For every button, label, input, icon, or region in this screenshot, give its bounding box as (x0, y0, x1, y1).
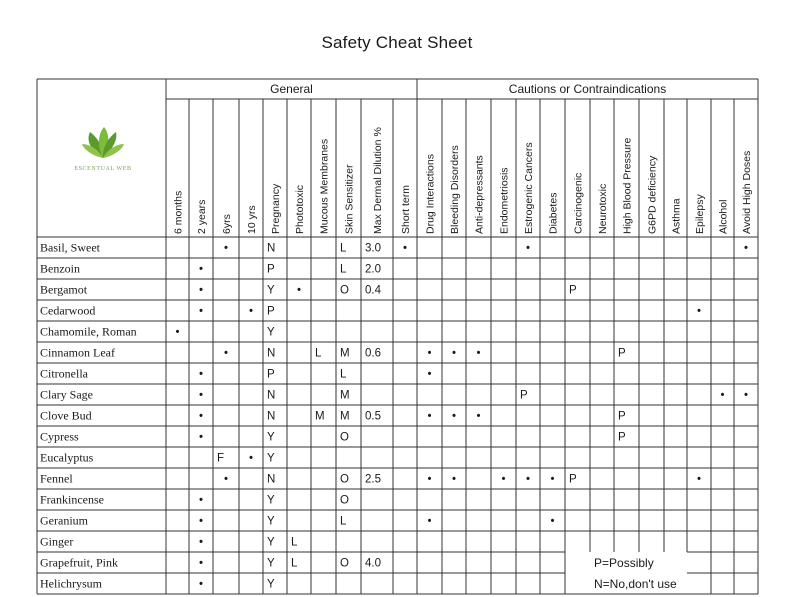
cell-value: N (267, 473, 276, 486)
dot-mark: • (223, 473, 229, 486)
dot-mark: • (451, 347, 457, 360)
row-name: Helichrysum (40, 576, 102, 591)
table-row (40, 472, 701, 486)
table-row (40, 325, 275, 339)
column-header-high-blood-pressure: High Blood Pressure (621, 137, 634, 234)
cell-value: L (340, 242, 347, 255)
dot-mark: • (743, 389, 749, 402)
column-header-diabetes: Diabetes (547, 192, 560, 234)
dot-mark: • (550, 473, 555, 486)
row-name: Chamomile, Roman (40, 324, 137, 339)
row-name: Frankincense (40, 492, 104, 507)
dot-mark: • (198, 557, 204, 570)
row-name: Clove Bud (40, 408, 92, 423)
cell-value: Y (267, 452, 275, 465)
column-header-anti-depressants: Anti-depressants (473, 155, 486, 234)
cell-value: P (569, 284, 577, 297)
cell-value: 4.0 (365, 557, 381, 570)
cell-value: L (340, 368, 347, 381)
legend-no: N=No,don't use (594, 577, 677, 591)
cell-value: 3.0 (365, 242, 381, 255)
row-name: Grapefruit, Pink (40, 555, 118, 570)
cell-value: M (340, 389, 350, 402)
dot-mark: • (696, 305, 702, 318)
column-header-endometriosis: Endometriosis (498, 167, 511, 234)
cell-value: M (340, 347, 350, 360)
dot-mark: • (427, 347, 432, 360)
cell-value: P (569, 473, 577, 486)
table-row (40, 304, 701, 318)
dot-mark: • (427, 410, 432, 423)
table-row (40, 283, 577, 297)
group-header-general: General (270, 82, 313, 96)
dot-mark: • (198, 536, 204, 549)
row-name: Cinnamon Leaf (40, 345, 115, 360)
cell-value: Y (267, 431, 275, 444)
logo-text: ESCENTUAL WEB (74, 166, 132, 172)
dot-mark: • (427, 515, 432, 528)
cell-value: Y (267, 494, 275, 507)
dot-mark: • (223, 347, 229, 360)
cell-value: O (340, 431, 349, 444)
table-row (40, 262, 381, 276)
dot-mark: • (198, 494, 204, 507)
dot-mark: • (198, 284, 204, 297)
table-row (40, 535, 298, 549)
table-row (40, 409, 626, 423)
column-header-phototoxic: Phototoxic (294, 184, 306, 234)
cell-value: P (618, 431, 626, 444)
dot-mark: • (198, 431, 204, 444)
row-name: Citronella (40, 366, 88, 381)
cell-value: O (340, 557, 349, 570)
page-title: Safety Cheat Sheet (321, 33, 473, 52)
row-name: Fennel (40, 471, 73, 486)
dot-mark: • (476, 410, 481, 423)
table-row (40, 388, 748, 402)
cell-value: L (340, 263, 347, 276)
cell-value: P (618, 347, 626, 360)
cell-value: N (267, 347, 276, 360)
dot-mark: • (696, 473, 702, 486)
row-name: Bergamot (40, 282, 88, 297)
dot-mark: • (743, 242, 749, 255)
dot-mark: • (248, 305, 254, 318)
column-header-bleeding-disorders: Bleeding Disorders (449, 145, 461, 234)
column-header-carcinogenic: Carcinogenic (572, 172, 585, 234)
dot-mark: • (501, 473, 506, 486)
dot-mark: • (175, 326, 180, 339)
column-header-6-months: 6 months (172, 190, 185, 234)
cell-value: L (291, 536, 298, 549)
dot-mark: • (525, 473, 531, 486)
cell-value: F (217, 452, 225, 465)
dot-mark: • (720, 389, 725, 402)
cell-value: P (267, 263, 275, 276)
dot-mark: • (198, 578, 204, 591)
cell-value: O (340, 284, 349, 297)
dot-mark: • (198, 263, 204, 276)
cell-value: O (340, 473, 349, 486)
dot-mark: • (476, 347, 481, 360)
dot-mark: • (223, 242, 229, 255)
cell-value: P (267, 305, 275, 318)
column-header-asthma: Asthma (670, 198, 683, 234)
column-header-2-years: 2 years (196, 199, 208, 234)
column-header-short-term: Short term (400, 184, 412, 234)
cell-value: Y (267, 557, 275, 570)
cell-value: P (267, 368, 275, 381)
column-header-10-yrs: 10 yrs (246, 205, 258, 234)
cell-value: Y (267, 578, 275, 591)
table-row (40, 493, 349, 507)
table-row (40, 514, 555, 528)
dot-mark: • (198, 305, 204, 318)
cell-value: Y (267, 284, 275, 297)
table-row (40, 430, 626, 444)
cell-value: O (340, 494, 349, 507)
dot-mark: • (198, 515, 204, 528)
cell-value: M (340, 410, 350, 423)
row-name: Cedarwood (40, 303, 96, 318)
cell-value: L (315, 347, 322, 360)
cell-value: N (267, 242, 276, 255)
cell-value: Y (267, 536, 275, 549)
dot-mark: • (198, 389, 204, 402)
column-header-estrogenic-cancers: Estrogenic Cancers (523, 142, 535, 234)
cell-value: L (291, 557, 298, 570)
row-name: Benzoin (40, 261, 80, 276)
column-header-alcohol: Alcohol (717, 199, 730, 234)
table-row (40, 346, 626, 360)
dot-mark: • (402, 242, 408, 255)
row-name: Basil, Sweet (40, 240, 100, 255)
column-header-mucous-membranes: Mucous Membranes (318, 138, 331, 234)
dot-mark: • (248, 452, 254, 465)
row-name: Clary Sage (40, 387, 93, 402)
dot-mark: • (451, 473, 457, 486)
dot-mark: • (525, 242, 531, 255)
column-header-skin-sensitizer: Skin Sensitizer (343, 164, 356, 234)
dot-mark: • (198, 368, 204, 381)
dot-mark: • (427, 368, 432, 381)
cell-value: M (315, 410, 325, 423)
dot-mark: • (550, 515, 555, 528)
cell-value: Y (267, 326, 275, 339)
cell-value: P (618, 410, 626, 423)
escentual-web-logo (74, 127, 131, 172)
cell-value: L (340, 515, 347, 528)
column-header-epilepsy: Epilepsy (694, 194, 706, 234)
dot-mark: • (427, 473, 432, 486)
table-row (40, 556, 381, 570)
row-name: Geranium (40, 513, 88, 528)
row-name: Ginger (40, 534, 74, 549)
cell-value: N (267, 410, 276, 423)
column-header-drug-interactions: Drug Interactions (424, 154, 437, 234)
cell-value: Y (267, 515, 275, 528)
cell-value: 0.4 (365, 284, 381, 297)
cell-value: 2.5 (365, 473, 381, 486)
table-row (40, 451, 275, 465)
column-header-avoid-high-doses: Avoid High Doses (741, 150, 753, 234)
legend-possibly: P=Possibly (594, 556, 654, 570)
cell-value: 0.5 (365, 410, 381, 423)
cell-value: P (520, 389, 528, 402)
column-header-neurotoxic: Neurotoxic (597, 183, 609, 234)
table-row (40, 367, 432, 381)
dot-mark: • (198, 410, 204, 423)
row-name: Cypress (40, 429, 79, 444)
column-header-g6pd-deficiency: G6PD deficiency (646, 155, 659, 234)
group-header-cautions: Cautions or Contraindications (508, 82, 667, 96)
cell-value: 2.0 (365, 263, 381, 276)
row-name: Eucalyptus (40, 450, 94, 465)
table-row (40, 577, 275, 591)
cell-value: 0.6 (365, 347, 381, 360)
cell-value: N (267, 389, 276, 402)
column-header-max-dermal-dilution: Max Dermal Dilution % (372, 127, 384, 234)
dot-mark: • (451, 410, 457, 423)
dot-mark: • (296, 284, 302, 297)
column-header-6yrs: 6yrs (221, 214, 233, 234)
column-header-pregnancy: Pregnancy (270, 183, 282, 234)
table-row (40, 241, 748, 255)
